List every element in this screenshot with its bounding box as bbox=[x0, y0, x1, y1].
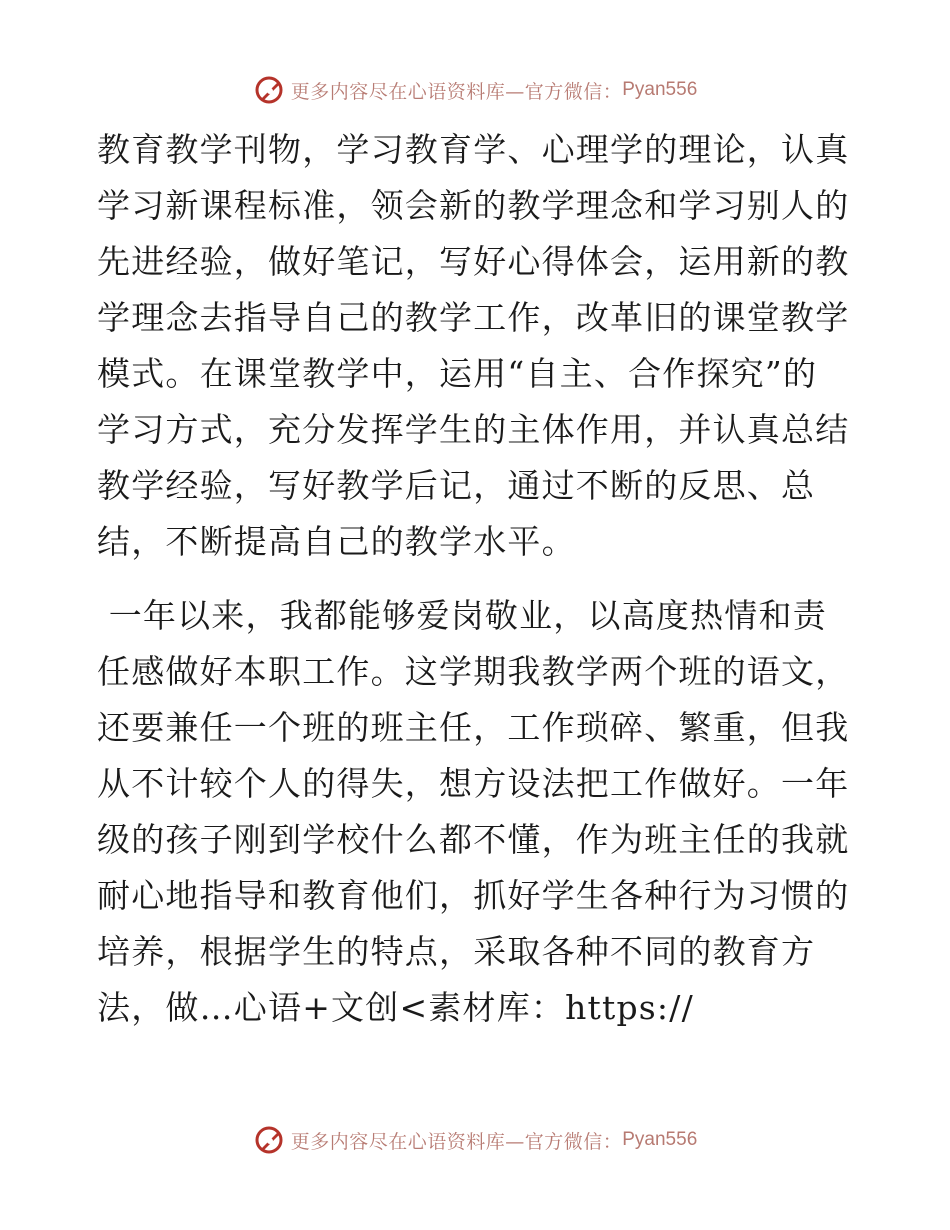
text-line: 学理念去指导自己的教学工作，改革旧的课堂教学 bbox=[97, 298, 850, 337]
text-line: 模式。在课堂教学中，运用“自主、合作探究”的 bbox=[97, 354, 818, 393]
paragraph-1 bbox=[97, 122, 857, 570]
text-line: 学习方式，充分发挥学生的主体作用，并认真总结 bbox=[97, 410, 850, 449]
watermark-text: 更多内容尽在心语资料库—官方微信： bbox=[290, 80, 623, 103]
header-watermark bbox=[0, 70, 950, 110]
watermark-wechat-id: Pyan556 bbox=[622, 79, 698, 100]
text-line: 教学经验，写好教学后记，通过不断的反思、总 bbox=[97, 466, 816, 505]
text-line: 从不计较个人的得失，想方设法把工作做好。一年 bbox=[97, 764, 850, 803]
text-line: 还要兼任一个班的班主任，工作琐碎、繁重，但我 bbox=[97, 708, 850, 747]
text-line: 一年以来，我都能够爱岗敬业，以高度热情和责 bbox=[97, 596, 827, 635]
text-line: 学习新课程标准，领会新的教学理念和学习别人的 bbox=[97, 186, 850, 225]
text-line: 级的孩子刚到学校什么都不懂，作为班主任的我就 bbox=[97, 820, 850, 859]
text-line: 教育教学刊物，学习教育学、心理学的理论，认真 bbox=[97, 130, 850, 169]
text-line: 任感做好本职工作。这学期我教学两个班的语文， bbox=[97, 652, 850, 691]
document-body bbox=[97, 122, 857, 1036]
pen-logo-icon bbox=[253, 74, 285, 106]
pen-logo-icon bbox=[253, 1124, 285, 1156]
text-line: 法，做…心语+文创<素材库：https:// bbox=[97, 988, 694, 1027]
text-line: 耐心地指导和教育他们，抓好学生各种行为习惯的 bbox=[97, 876, 850, 915]
paragraph-2 bbox=[97, 588, 857, 1036]
text-line: 结，不断提高自己的教学水平。 bbox=[97, 522, 576, 561]
watermark-wechat-id: Pyan556 bbox=[622, 1129, 698, 1150]
watermark-text: 更多内容尽在心语资料库—官方微信： bbox=[290, 1130, 623, 1153]
text-line: 培养，根据学生的特点，采取各种不同的教育方 bbox=[97, 932, 816, 971]
text-line: 先进经验，做好笔记，写好心得体会，运用新的教 bbox=[97, 242, 850, 281]
paragraph-spacer bbox=[97, 570, 857, 588]
footer-watermark bbox=[0, 1120, 950, 1160]
